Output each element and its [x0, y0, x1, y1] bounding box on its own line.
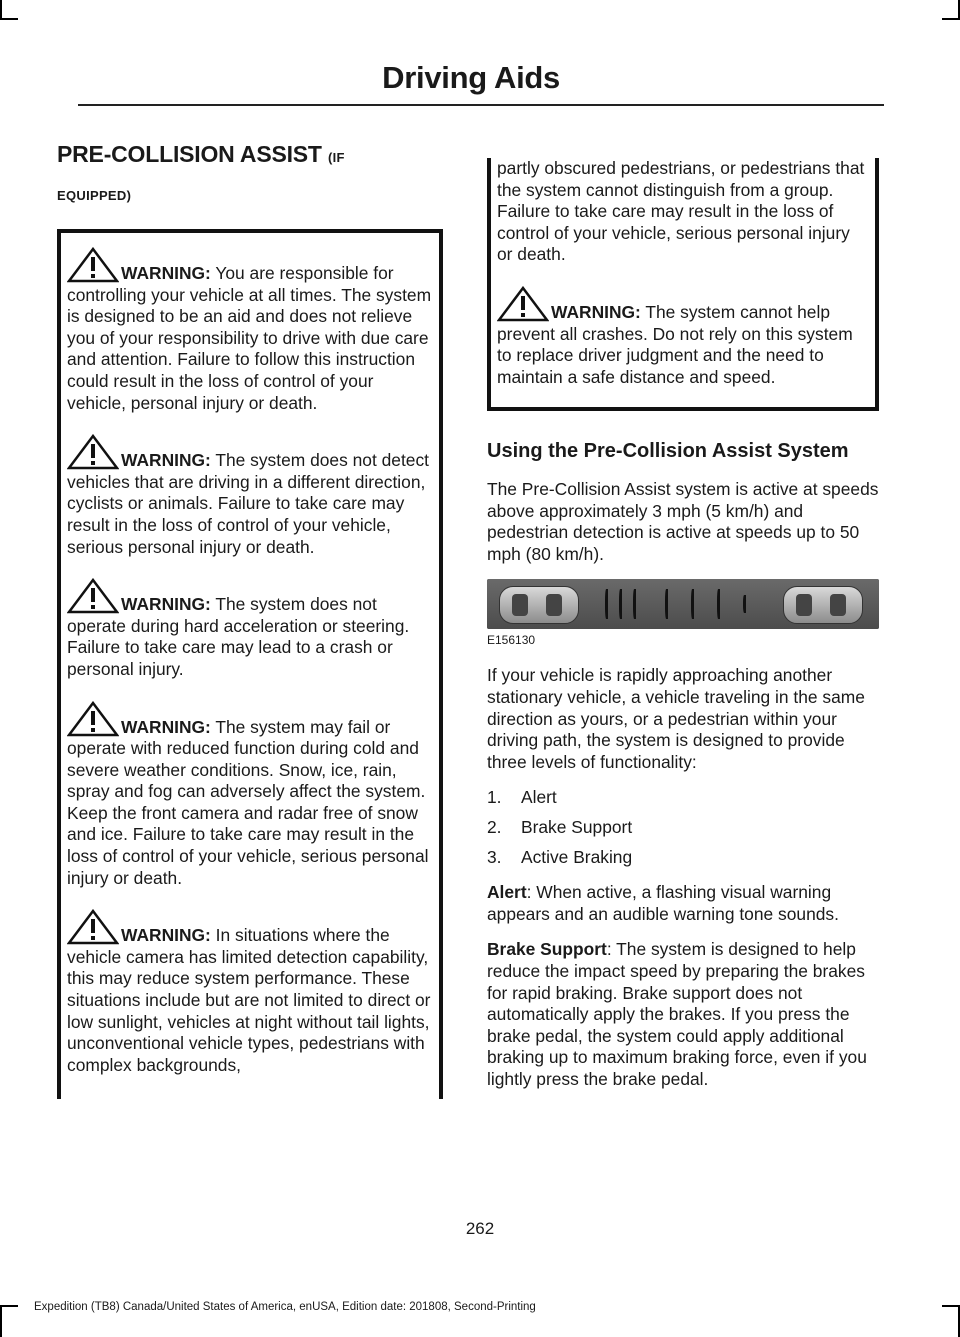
warning-label: WARNING:: [121, 594, 211, 615]
radar-wave-icon: [743, 595, 746, 613]
warning-item: [67, 578, 433, 680]
list-item: 1. Alert: [487, 787, 557, 808]
chapter-title: Driving Aids: [382, 60, 560, 95]
radar-wave-icon: [717, 589, 720, 619]
warning-item: [67, 434, 433, 558]
figure-code: E156130: [487, 633, 536, 648]
warning-triangle-icon: [67, 247, 119, 283]
page-number: 262: [465, 1219, 495, 1238]
crop-mark: [0, 18, 18, 20]
section-title-text: PRE-COLLISION ASSIST: [57, 141, 322, 167]
list-item: 3. Active Braking: [487, 846, 633, 867]
warning-item: [67, 701, 433, 890]
brake-support-term: Brake Support: [487, 939, 607, 960]
alert-term: Alert: [487, 882, 527, 903]
header-rule: [78, 104, 884, 106]
warning-triangle-icon: [497, 286, 549, 322]
radar-wave-icon: [633, 589, 636, 619]
subsection-heading: Using the Pre-Collision Assist System: [487, 440, 849, 462]
radar-wave-icon: [691, 589, 694, 619]
warning-triangle-icon: [67, 578, 119, 614]
warning-label: WARNING:: [121, 716, 211, 737]
warning-triangle-icon: [67, 434, 119, 470]
warning-text: The system does not operate during hard acceleration or steering. Failure to take care may lead to a crash or personal injury.: [67, 594, 410, 679]
warning-label: WARNING:: [121, 925, 211, 946]
section-title-suffix-cont: EQUIPPED): [57, 188, 132, 203]
crop-mark: [0, 1305, 18, 1307]
radar-wave-icon: [619, 589, 622, 619]
brake-support-paragraph: Brake Support: The system is designed to help reduce the impact speed by preparing the brakes for rapid braking. Brake support does not automatically apply the brakes. If you press the brake pedal, the system could apply additional braking up to maximum braking force, even if you lightly press the brake pedal.: [487, 939, 867, 1089]
warning-box-continued: [487, 158, 879, 411]
warning-continued: partly obscured pedestrians, or pedestrians that the system cannot distinguish from a group. Failure to take care may result in the loss of control of your vehicle, serious personal injury or death.: [497, 158, 865, 265]
right-column: [487, 148, 879, 1104]
warning-triangle-icon: [67, 701, 119, 737]
car-icon: [499, 586, 579, 624]
section-title-suffix: (IF: [327, 150, 345, 165]
crop-mark: [0, 0, 2, 18]
warning-label: WARNING:: [121, 450, 211, 471]
intro-paragraph: The Pre-Collision Assist system is active at speeds above approximately 3 mph (5 km/h) and pedestrian detection is active at speeds up to 50 mph (80 km/h).: [487, 479, 879, 564]
crop-mark: [942, 1305, 960, 1307]
warning-item: [497, 286, 869, 388]
section-title: [57, 140, 443, 172]
alert-paragraph: Alert: When active, a flashing visual warning appears and an audible warning tone sounds.: [487, 882, 839, 924]
radar-wave-icon: [665, 589, 668, 619]
warning-text: You are responsible for controlling your vehicle at all times. The system is designed to be an aid and does not relieve you of your responsibility to drive with due care and attention. Failure to follow this instruction could result in the loss of control of your vehicle, personal injury or death.: [67, 263, 432, 413]
car-icon: [783, 586, 863, 624]
warning-text: In situations where the vehicle camera has limited detection capability, this may reduce system performance. These situations include but are not limited to direct or low sunlight, vehicles at night without tail lights, unconventional vehicle types, pedestrians with complex backgrounds,: [67, 925, 431, 1075]
warning-text: The system does not detect vehicles that are driving in a different direction, cyclists or animals. Failure to take care may result in the loss of control of your vehicle, serious personal injury or death.: [67, 450, 429, 557]
warning-box: [57, 229, 443, 1099]
warning-triangle-icon: [67, 909, 119, 945]
warning-label: WARNING:: [551, 301, 641, 322]
warning-label: WARNING:: [121, 263, 211, 283]
warning-text: The system may fail or operate with reduced function during cold and severe weather conditions. Snow, ice, rain, spray and fog can adversely affect the system. Keep the front camera and radar free of snow and ice. Failure to take care may result in the loss of control of your vehicle, serious personal injury or death.: [67, 716, 429, 888]
levels-list: [487, 787, 879, 868]
left-column: [57, 140, 443, 1099]
warning-item: [67, 909, 433, 1076]
list-item: 2. Brake Support: [487, 816, 633, 837]
crop-mark: [0, 1307, 2, 1337]
radar-wave-icon: [605, 589, 608, 619]
levels-intro: If your vehicle is rapidly approaching another stationary vehicle, a vehicle traveling in the same direction as yours, or a pedestrian within your driving path, the system is designed to provide three levels of functionality:: [487, 665, 865, 772]
warning-text: The system cannot help prevent all crashes. Do not rely on this system to replace driver judgment and the need to maintain a safe distance and speed.: [497, 301, 853, 387]
illustration-radar-waves: [487, 579, 879, 629]
footer-text: Expedition (TB8) Canada/United States of America, enUSA, Edition date: 201808, Second-Printing: [34, 1301, 536, 1313]
crop-mark: [942, 18, 960, 20]
warning-item: [67, 247, 433, 414]
